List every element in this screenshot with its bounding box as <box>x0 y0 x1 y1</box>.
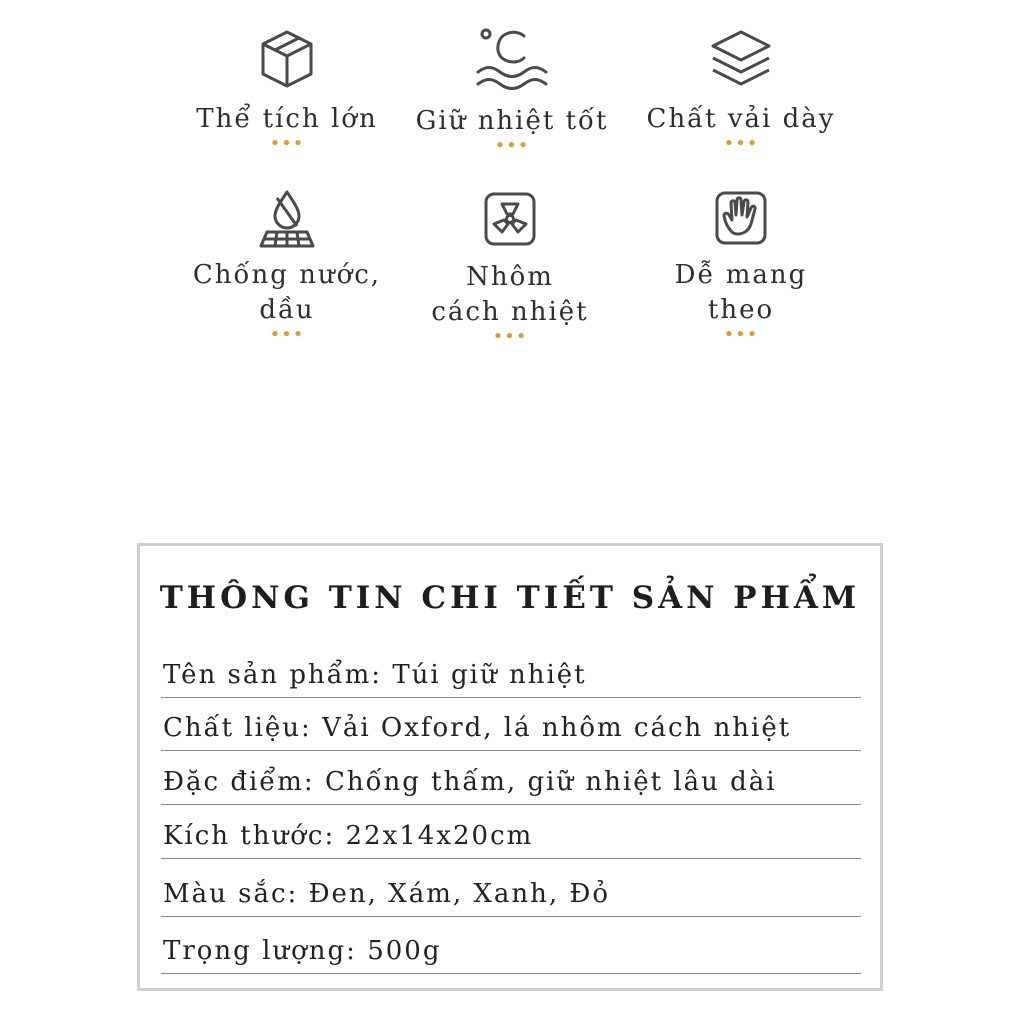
feature-label: cách nhiệt <box>431 297 589 327</box>
feature-dots: ••• <box>494 135 530 156</box>
spec-row-size: Kích thước: 22x14x20cm <box>161 819 861 859</box>
temperature-celsius-icon <box>474 26 550 90</box>
feature-label: Dễ mang <box>674 260 808 290</box>
feature-thick-fabric <box>621 28 861 155</box>
hand-icon <box>714 190 768 246</box>
feature-label: theo <box>707 295 775 325</box>
feature-label: Nhôm <box>466 262 554 292</box>
feature-dots: ••• <box>492 326 528 347</box>
feature-label: Chống nước, <box>192 260 382 290</box>
spec-row-product-name: Tên sản phẩm: Túi giữ nhiệt <box>161 658 861 698</box>
feature-label: dầu <box>259 295 315 325</box>
waterproof-drop-icon <box>257 188 317 248</box>
spec-title: THÔNG TIN CHI TIẾT SẢN PHẨM <box>159 580 861 616</box>
feature-dots: ••• <box>723 133 759 154</box>
feature-dots: ••• <box>269 324 305 345</box>
feature-label: Chất vải dày <box>646 104 836 134</box>
feature-heat-retention <box>392 26 632 157</box>
cube-icon <box>257 28 317 90</box>
feature-dots: ••• <box>723 324 759 345</box>
feature-label: Giữ nhiệt tốt <box>415 106 609 136</box>
spec-row-weight: Trọng lượng: 500g <box>161 934 861 974</box>
spec-row-colors: Màu sắc: Đen, Xám, Xanh, Đỏ <box>161 877 861 917</box>
feature-portable <box>621 190 861 346</box>
feature-label: Thể tích lớn <box>196 104 378 134</box>
feature-dots: ••• <box>269 133 305 154</box>
spec-row-material: Chất liệu: Vải Oxford, lá nhôm cách nhiệt <box>161 711 861 751</box>
feature-waterproof <box>167 188 407 346</box>
feature-large-capacity <box>167 28 407 155</box>
product-spec-box <box>137 543 883 991</box>
layers-icon <box>709 28 773 88</box>
spec-row-features: Đặc điểm: Chống thấm, giữ nhiệt lâu dài <box>161 765 861 805</box>
insulation-fan-icon <box>482 190 538 248</box>
feature-aluminum-insulation <box>390 190 630 348</box>
